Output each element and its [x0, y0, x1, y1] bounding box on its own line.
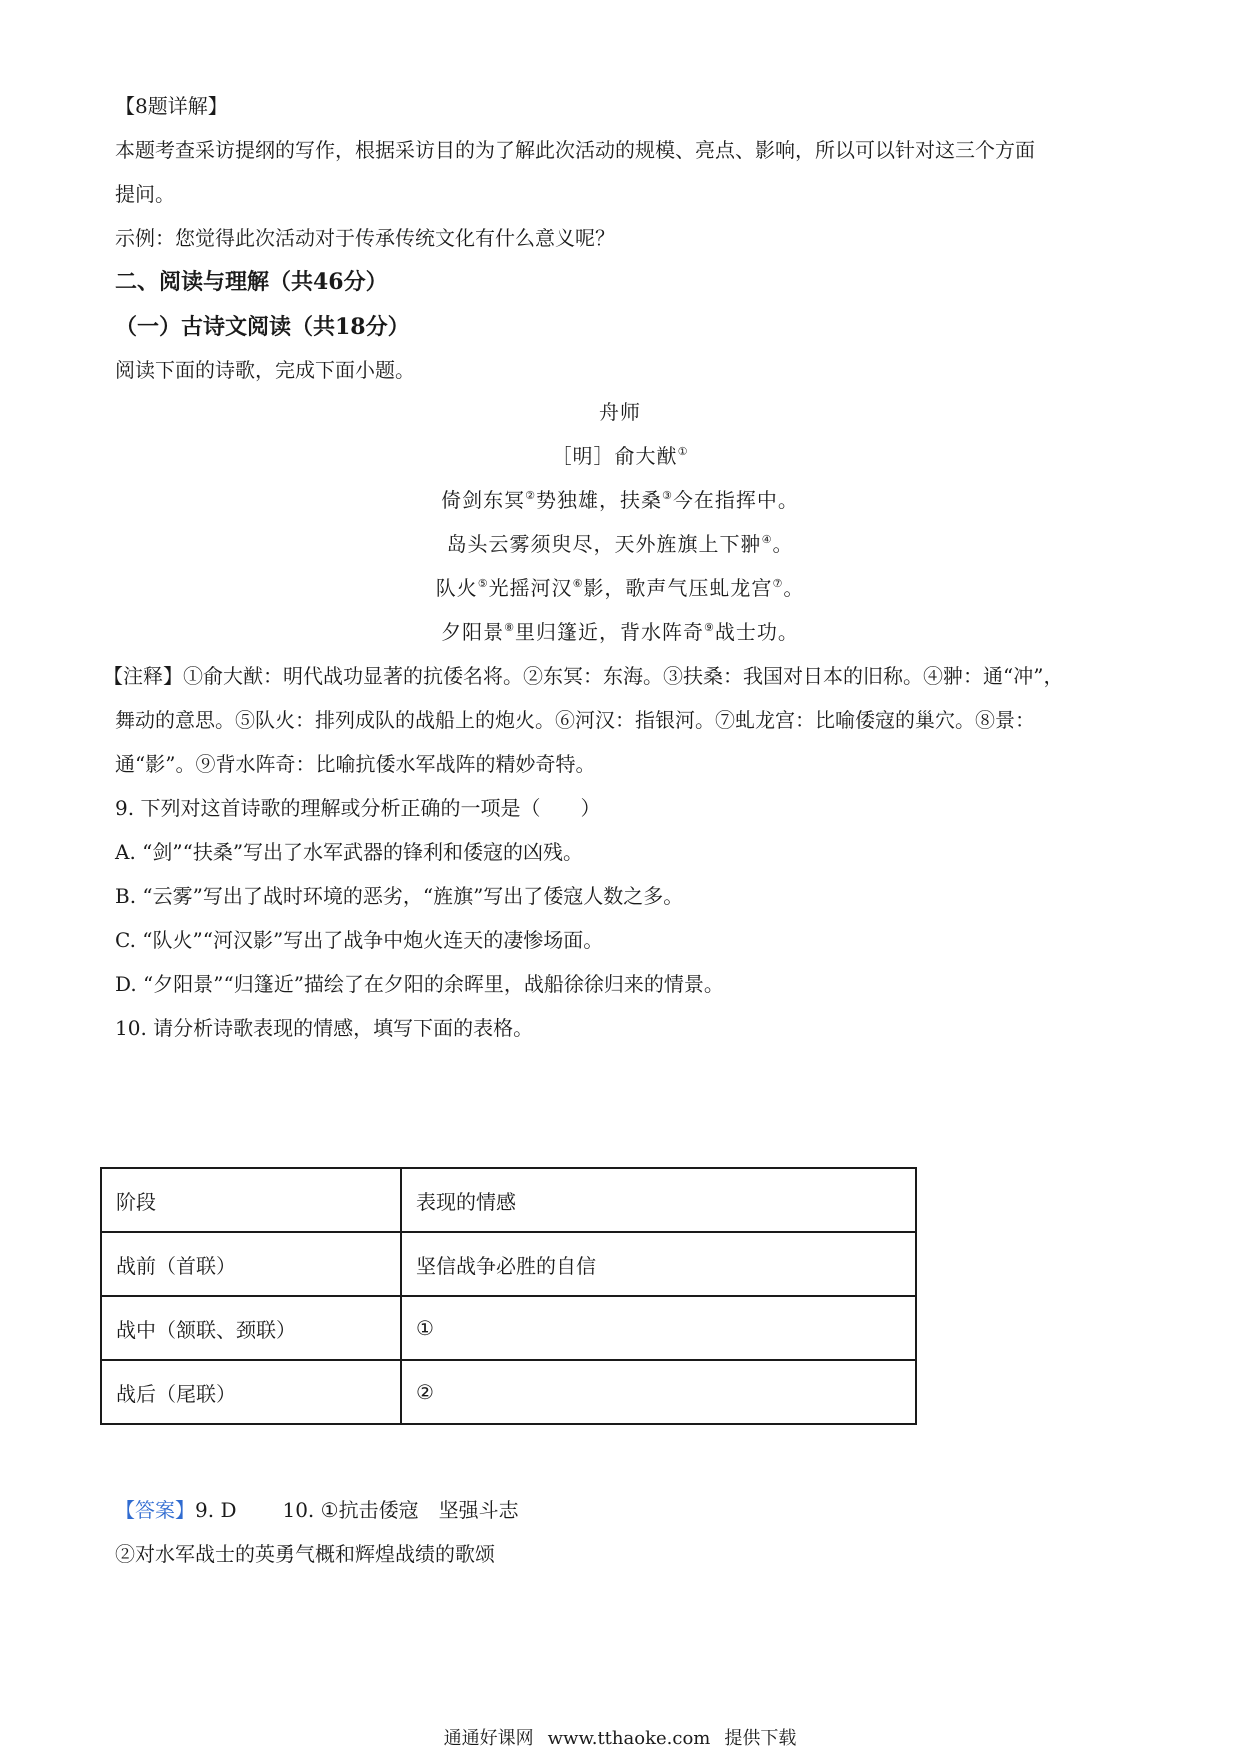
note-marker: ③ — [662, 489, 673, 502]
answer-q10: 10. ①抗击倭寇 坚强斗志 — [282, 1498, 519, 1522]
question-9-option-d: D. “夕阳景”“归篷近”描绘了在夕阳的余晖里，战船徐徐归来的情景。 — [115, 972, 724, 996]
section-title: 二、阅读与理解（共46分） — [115, 269, 388, 295]
detail-heading: 【8题详解】 — [115, 94, 228, 118]
footer-site-name: 通通好课网 — [443, 1728, 534, 1749]
table-row — [101, 1296, 916, 1360]
page-footer — [0, 1728, 1240, 1750]
poem-line-3-part: 。 — [783, 576, 805, 600]
table-cell: ② — [401, 1360, 916, 1424]
poem-line-4-part: 里归篷近，背水阵奇 — [515, 620, 704, 644]
poem-line-3 — [0, 574, 1240, 602]
poem-line-4-part: 夕阳景 — [441, 620, 505, 644]
subsection-title: （一）古诗文阅读（共18分） — [115, 314, 410, 340]
note-marker: ⑥ — [572, 577, 584, 590]
poem-line-4 — [0, 618, 1240, 646]
answer-line-1 — [115, 1496, 519, 1524]
poem-line-3-part: 光摇河汉 — [488, 576, 573, 600]
question-9-option-b: B. “云雾”写出了战时环境的恶劣，“旌旗”写出了倭寇人数之多。 — [115, 884, 684, 908]
table-cell: 战前（首联） — [101, 1232, 401, 1296]
notes-line-1: 【注释】①俞大猷：明代战功显著的抗倭名将。②东冥：东海。③扶桑：我国对日本的旧称。④翀：通“冲”， — [103, 664, 1064, 688]
question-10-stem: 10. 请分析诗歌表现的情感，填写下面的表格。 — [115, 1016, 534, 1040]
note-marker: ② — [525, 489, 536, 502]
poem-title: 舟师 — [599, 400, 641, 424]
detail-paragraph-line-2: 提问。 — [115, 182, 175, 206]
table-cell: 战中（颔联、颈联） — [101, 1296, 401, 1360]
poem-line-1-part: 今在指挥中。 — [672, 488, 799, 512]
note-marker: ⑨ — [704, 621, 715, 634]
answer-label: 【答案】 — [115, 1498, 195, 1522]
table-cell: 坚信战争必胜的自信 — [401, 1232, 916, 1296]
footer-url[interactable]: www.tthaoke.com — [547, 1728, 711, 1749]
footer-suffix: 提供下载 — [724, 1728, 797, 1749]
question-9-stem: 9. 下列对这首诗歌的理解或分析正确的一项是（ ） — [115, 796, 601, 820]
question-9-option-c: C. “队火”“河汉影”写出了战争中炮火连天的凄惨场面。 — [115, 928, 604, 952]
reading-instruction: 阅读下面的诗歌，完成下面小题。 — [115, 358, 415, 382]
poem-line-4-part: 战士功。 — [714, 620, 799, 644]
poem-author-note-marker: ① — [677, 445, 689, 458]
note-marker: ④ — [761, 533, 773, 546]
poem-line-1 — [0, 486, 1240, 514]
poem-line-3-part: 队火 — [435, 576, 478, 600]
note-marker: ⑦ — [772, 577, 784, 590]
question-9-option-a: A. “剑”“扶桑”写出了水军武器的锋利和倭寇的凶残。 — [115, 840, 584, 864]
poem-line-1-part: 倚剑东冥 — [441, 488, 526, 512]
answer-line-2: ②对水军战士的英勇气概和辉煌战绩的歌颂 — [115, 1542, 495, 1566]
table-header-row — [101, 1168, 916, 1232]
detail-example: 示例：您觉得此次活动对于传承传统文化有什么意义呢？ — [115, 226, 615, 250]
poem-author — [0, 442, 1240, 470]
table-cell: 阶段 — [101, 1168, 401, 1232]
answer-q9: 9. D — [195, 1498, 237, 1522]
poem-line-2-part: 岛头云雾须臾尽，天外旌旗上下翀 — [446, 532, 762, 556]
notes-line-2: 舞动的意思。⑤队火：排列成队的战船上的炮火。⑥河汉：指银河。⑦虬龙宫：比喻倭寇的巢穴。⑧景： — [115, 708, 1035, 732]
note-marker: ⑤ — [477, 577, 489, 590]
emotion-table — [100, 1167, 917, 1425]
poem-line-3-part: 影，歌声气压虬龙宫 — [583, 576, 773, 600]
note-marker: ⑧ — [504, 621, 515, 634]
poem-line-2 — [0, 530, 1240, 558]
table-cell: 表现的情感 — [401, 1168, 916, 1232]
table-row — [101, 1232, 916, 1296]
table-cell: ① — [401, 1296, 916, 1360]
poem-line-2-part: 。 — [772, 532, 794, 556]
poem-line-1-part: 势独雄，扶桑 — [536, 488, 662, 512]
detail-paragraph-line-1: 本题考查采访提纲的写作，根据采访目的为了解此次活动的规模、亮点、影响，所以可以针对这三个方面 — [115, 138, 1035, 162]
table-cell: 战后（尾联） — [101, 1360, 401, 1424]
notes-line-3: 通“影”。⑨背水阵奇：比喻抗倭水军战阵的精妙奇特。 — [115, 752, 596, 776]
table-row — [101, 1360, 916, 1424]
poem-author-name: ［明］俞大猷 — [551, 444, 678, 468]
